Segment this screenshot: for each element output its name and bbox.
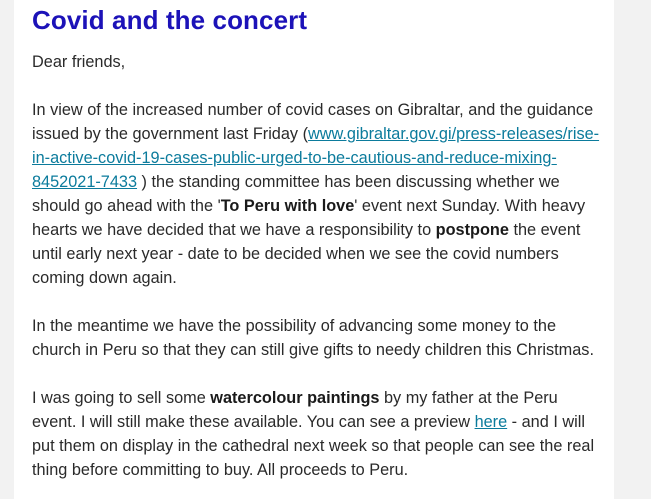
post-card [14, 0, 614, 499]
paragraph-text: by my father at the Peru event. I will still make these available. You can see a preview [32, 389, 558, 431]
paragraph-text: the event until early next year - date to be decided when we see the covid numbers coming down again. [32, 221, 581, 287]
postpone-emphasis: postpone [435, 221, 509, 239]
paragraph-text: In view of the increased number of covid cases on Gibraltar, and the guidance issued by the government last Friday ( [32, 101, 594, 143]
paragraph-text: ) the standing committee has been discussing whether we should go ahead with the ' [32, 173, 560, 215]
post-body [32, 50, 604, 482]
post-title: Covid and the concert [32, 5, 308, 35]
paragraph-paintings [32, 386, 604, 482]
paragraph-text: ' event next Sunday. With heavy hearts we have decided that we have a responsibility to [32, 197, 586, 239]
preview-here-link[interactable]: here [474, 413, 508, 431]
event-name: To Peru with love [220, 197, 355, 215]
paragraph-covid-guidance [32, 98, 604, 290]
paintings-emphasis: watercolour paintings [210, 389, 380, 407]
paragraph-text: I was going to sell some [32, 389, 211, 407]
gov-press-release-link[interactable]: www.gibraltar.gov.gi/press-releases/rise-in-active-covid-19-cases-public-urged-to-be-cautious-and-reduce-mixing-8452021-7433 [32, 125, 600, 191]
greeting: Dear friends, [32, 53, 126, 71]
paragraph-advance-money: In the meantime we have the possibility of advancing some money to the church in Peru so that they can still give gifts to needy children this Christmas. [32, 317, 594, 359]
paragraph-text: - and I will put them on display in the cathedral next week so that people can see the real thing before committing to buy. All proceeds to Peru. [32, 413, 595, 479]
